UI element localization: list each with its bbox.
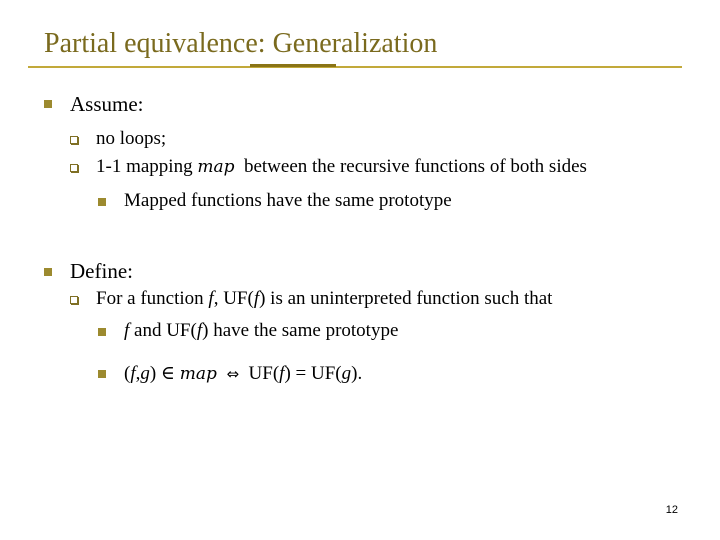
math-f: f bbox=[253, 288, 260, 309]
text-segment: ) ∈ bbox=[149, 363, 180, 384]
math-f: f bbox=[130, 363, 136, 384]
text-segment: ) is an uninterpreted function such that bbox=[259, 288, 553, 309]
assume-item-mapping bbox=[96, 156, 587, 178]
text-segment: between the recursive functions of both sides bbox=[234, 156, 587, 177]
text-segment: and UF( bbox=[129, 320, 197, 341]
math-f: f bbox=[196, 320, 203, 341]
bullet-square-icon bbox=[44, 100, 52, 108]
bullet-square-icon bbox=[98, 328, 106, 336]
bullet-box-icon bbox=[70, 164, 78, 172]
title-rule-accent bbox=[250, 64, 336, 67]
define-heading: Define: bbox=[70, 259, 133, 283]
math-g: g bbox=[140, 363, 150, 384]
title-rule bbox=[28, 66, 682, 68]
define-item-uf bbox=[96, 288, 552, 310]
text-segment: ). bbox=[351, 363, 363, 384]
bullet-box-icon bbox=[70, 296, 78, 304]
text-segment: , bbox=[135, 363, 141, 384]
math-map: map bbox=[179, 364, 217, 384]
slide-title: Partial equivalence: Generalization bbox=[44, 28, 438, 59]
bullet-square-icon bbox=[98, 370, 106, 378]
bullet-box-icon bbox=[70, 136, 78, 144]
text-segment: 1-1 mapping bbox=[96, 156, 198, 177]
math-f: f bbox=[124, 320, 130, 341]
math-map: map bbox=[197, 157, 235, 177]
iff-symbol: ⇔ bbox=[216, 365, 249, 383]
text-segment: ( bbox=[124, 363, 131, 384]
text-segment: For a function bbox=[96, 288, 209, 309]
math-f: f bbox=[208, 288, 214, 309]
assume-sub-prototype: Mapped functions have the same prototype bbox=[124, 190, 452, 211]
assume-item-no-loops: no loops; bbox=[96, 128, 167, 149]
bullet-square-icon bbox=[44, 268, 52, 276]
bullet-square-icon bbox=[98, 198, 106, 206]
math-g: g bbox=[341, 363, 352, 384]
page-number: 12 bbox=[665, 504, 678, 516]
text-segment: UF( bbox=[248, 363, 280, 384]
text-segment: ) have the same prototype bbox=[202, 320, 399, 341]
define-sub-equivalence bbox=[124, 362, 362, 385]
math-f: f bbox=[279, 363, 285, 384]
assume-heading: Assume: bbox=[70, 92, 144, 116]
text-segment: ) = UF( bbox=[284, 363, 342, 384]
define-sub-prototype bbox=[124, 320, 398, 342]
text-segment: , UF( bbox=[213, 288, 254, 309]
